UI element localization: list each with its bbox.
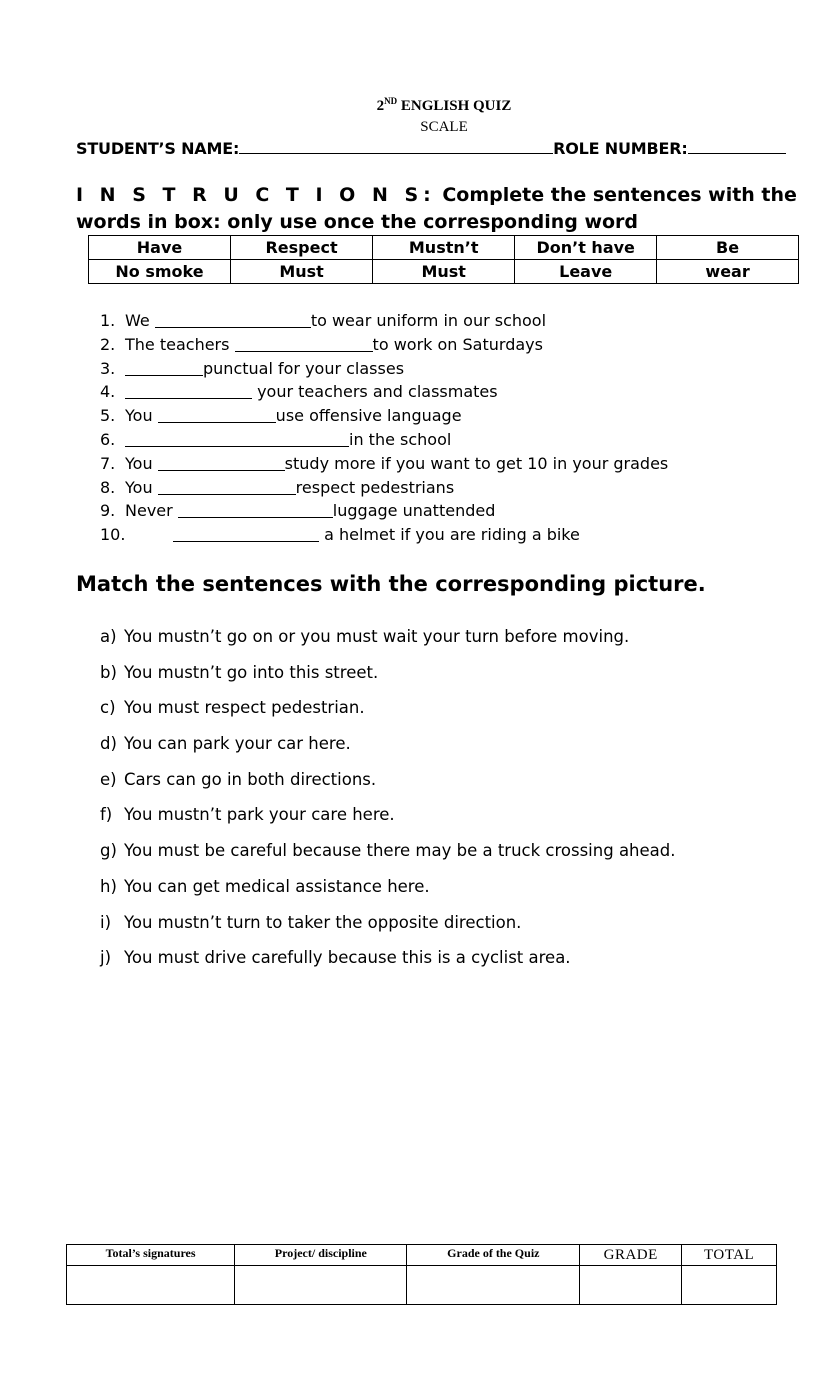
grade-table-entry-row	[67, 1266, 777, 1305]
student-name-blank[interactable]	[239, 152, 553, 154]
item-number: 10.	[100, 525, 126, 545]
title-number: 2	[376, 98, 385, 114]
answer-blank[interactable]	[158, 456, 285, 471]
instructions	[76, 182, 826, 236]
instructions-text: Complete the sentences with the words in box: only use once the corresponding word	[76, 184, 797, 233]
word-box-cell: Must	[230, 260, 372, 284]
answer-blank[interactable]	[178, 503, 333, 518]
list-item	[100, 380, 668, 404]
fill-in-sentence-list	[100, 309, 668, 547]
list-item	[100, 802, 676, 838]
quiz-grade-cell[interactable]	[407, 1266, 580, 1305]
list-item	[100, 945, 676, 981]
answer-blank[interactable]	[125, 432, 349, 447]
match-sentence-list	[100, 624, 676, 981]
item-letter: i)	[100, 912, 112, 932]
list-item	[100, 428, 668, 452]
list-item	[100, 309, 668, 333]
word-box-cell: Don’t have	[515, 236, 657, 260]
answer-blank[interactable]	[155, 313, 311, 328]
list-item	[100, 660, 676, 696]
item-text: You mustn’t park your care here.	[124, 805, 395, 825]
list-item	[100, 333, 668, 357]
item-number: 7.	[100, 453, 116, 473]
sentence-start: We	[125, 311, 155, 330]
list-item	[100, 499, 668, 523]
sentence-end: to wear uniform in our school	[310, 311, 547, 330]
item-text: You must respect pedestrian.	[124, 698, 365, 718]
answer-blank[interactable]	[173, 527, 319, 542]
grade-table-header: Total’s signatures	[67, 1245, 235, 1266]
grade-table-header-row	[67, 1245, 777, 1266]
item-text: You mustn’t turn to taker the opposite direction.	[124, 912, 522, 932]
sentence-end: your teachers and classmates	[252, 382, 498, 402]
sentence-start: The teachers	[125, 334, 235, 354]
grade-table-header: GRADE	[580, 1245, 682, 1266]
answer-blank[interactable]	[125, 361, 203, 376]
list-item	[100, 357, 668, 381]
sentence-end: punctual for your classes	[203, 358, 405, 378]
item-number: 8.	[100, 477, 116, 497]
grade-table	[66, 1244, 777, 1305]
sentence-end: in the school	[349, 429, 452, 449]
list-item	[100, 731, 676, 767]
item-letter: j)	[100, 948, 112, 968]
item-number: 9.	[100, 501, 116, 521]
sentence-start: You	[125, 406, 158, 426]
role-number-label: ROLE NUMBER:	[553, 139, 688, 158]
section-heading-match: Match the sentences with the corresponding picture.	[76, 572, 706, 596]
item-text: You mustn’t go on or you must wait your turn before moving.	[124, 627, 630, 646]
word-box-cell: Be	[657, 236, 799, 260]
answer-blank[interactable]	[125, 384, 252, 399]
sentence-end: to work on Saturdays	[372, 334, 543, 354]
sentence-end: luggage unattended	[332, 501, 496, 521]
grade-table-header: Project/ discipline	[235, 1245, 407, 1266]
sentence-end: a helmet if you are riding a bike	[319, 525, 580, 545]
word-box-cell: Must	[373, 260, 515, 284]
word-box-cell: Respect	[230, 236, 372, 260]
item-letter: h)	[100, 876, 117, 896]
word-box-row	[89, 236, 799, 260]
quiz-subtitle: SCALE	[420, 119, 468, 135]
title-ordinal-suffix: ND	[384, 96, 398, 106]
sentence-end: respect pedestrians	[295, 477, 455, 497]
item-number: 4.	[100, 382, 116, 402]
list-item	[100, 476, 668, 500]
grade-table-header: TOTAL	[682, 1245, 777, 1266]
item-letter: c)	[100, 698, 116, 718]
word-box-cell: No smoke	[89, 260, 231, 284]
list-item	[100, 874, 676, 910]
instructions-lead: I N S T R U C T I O N S:	[76, 184, 436, 206]
list-item	[100, 838, 676, 874]
word-box-cell: Leave	[515, 260, 657, 284]
title-text: ENGLISH QUIZ	[397, 98, 512, 114]
list-item	[100, 404, 668, 428]
item-number: 3.	[100, 358, 116, 378]
project-discipline-cell[interactable]	[235, 1266, 407, 1305]
sentence-start: You	[125, 453, 158, 473]
item-text: You must be careful because there may be a truck crossing ahead.	[124, 841, 676, 861]
item-number: 1.	[100, 311, 116, 330]
signatures-cell[interactable]	[67, 1266, 235, 1305]
item-number: 5.	[100, 406, 116, 426]
student-info-line	[76, 139, 786, 158]
item-number: 6.	[100, 429, 116, 449]
sentence-end: study more if you want to get 10 in your grades	[284, 453, 669, 473]
item-text: You mustn’t go into this street.	[124, 662, 379, 682]
answer-blank[interactable]	[235, 337, 373, 352]
item-number: 2.	[100, 334, 116, 354]
list-item	[100, 523, 668, 547]
item-text: You can get medical assistance here.	[124, 876, 430, 896]
grade-cell[interactable]	[580, 1266, 682, 1305]
word-box-row	[89, 260, 799, 284]
grade-table-header: Grade of the Quiz	[407, 1245, 580, 1266]
word-box	[88, 235, 799, 284]
item-letter: d)	[100, 734, 117, 754]
item-letter: f)	[100, 805, 113, 825]
sentence-end: use offensive language	[275, 406, 462, 426]
word-box-cell: wear	[657, 260, 799, 284]
item-letter: e)	[100, 769, 117, 789]
item-letter: g)	[100, 841, 117, 861]
list-item	[100, 695, 676, 731]
sentence-start: You	[125, 477, 158, 497]
list-item	[100, 452, 668, 476]
answer-blank[interactable]	[158, 480, 296, 495]
sentence-start: Never	[125, 501, 178, 521]
list-item	[100, 624, 676, 660]
item-text: Cars can go in both directions.	[124, 769, 377, 789]
item-text: You must drive carefully because this is a cyclist area.	[124, 948, 571, 968]
word-box-cell: Mustn’t	[373, 236, 515, 260]
item-text: You can park your car here.	[124, 734, 351, 754]
total-cell[interactable]	[682, 1266, 777, 1305]
item-letter: a)	[100, 627, 117, 646]
word-box-cell: Have	[89, 236, 231, 260]
role-number-blank[interactable]	[688, 152, 786, 154]
answer-blank[interactable]	[158, 408, 276, 423]
item-letter: b)	[100, 662, 117, 682]
quiz-title	[0, 96, 838, 115]
student-name-label: STUDENT’S NAME:	[76, 139, 240, 158]
list-item	[100, 910, 676, 946]
list-item	[100, 767, 676, 803]
